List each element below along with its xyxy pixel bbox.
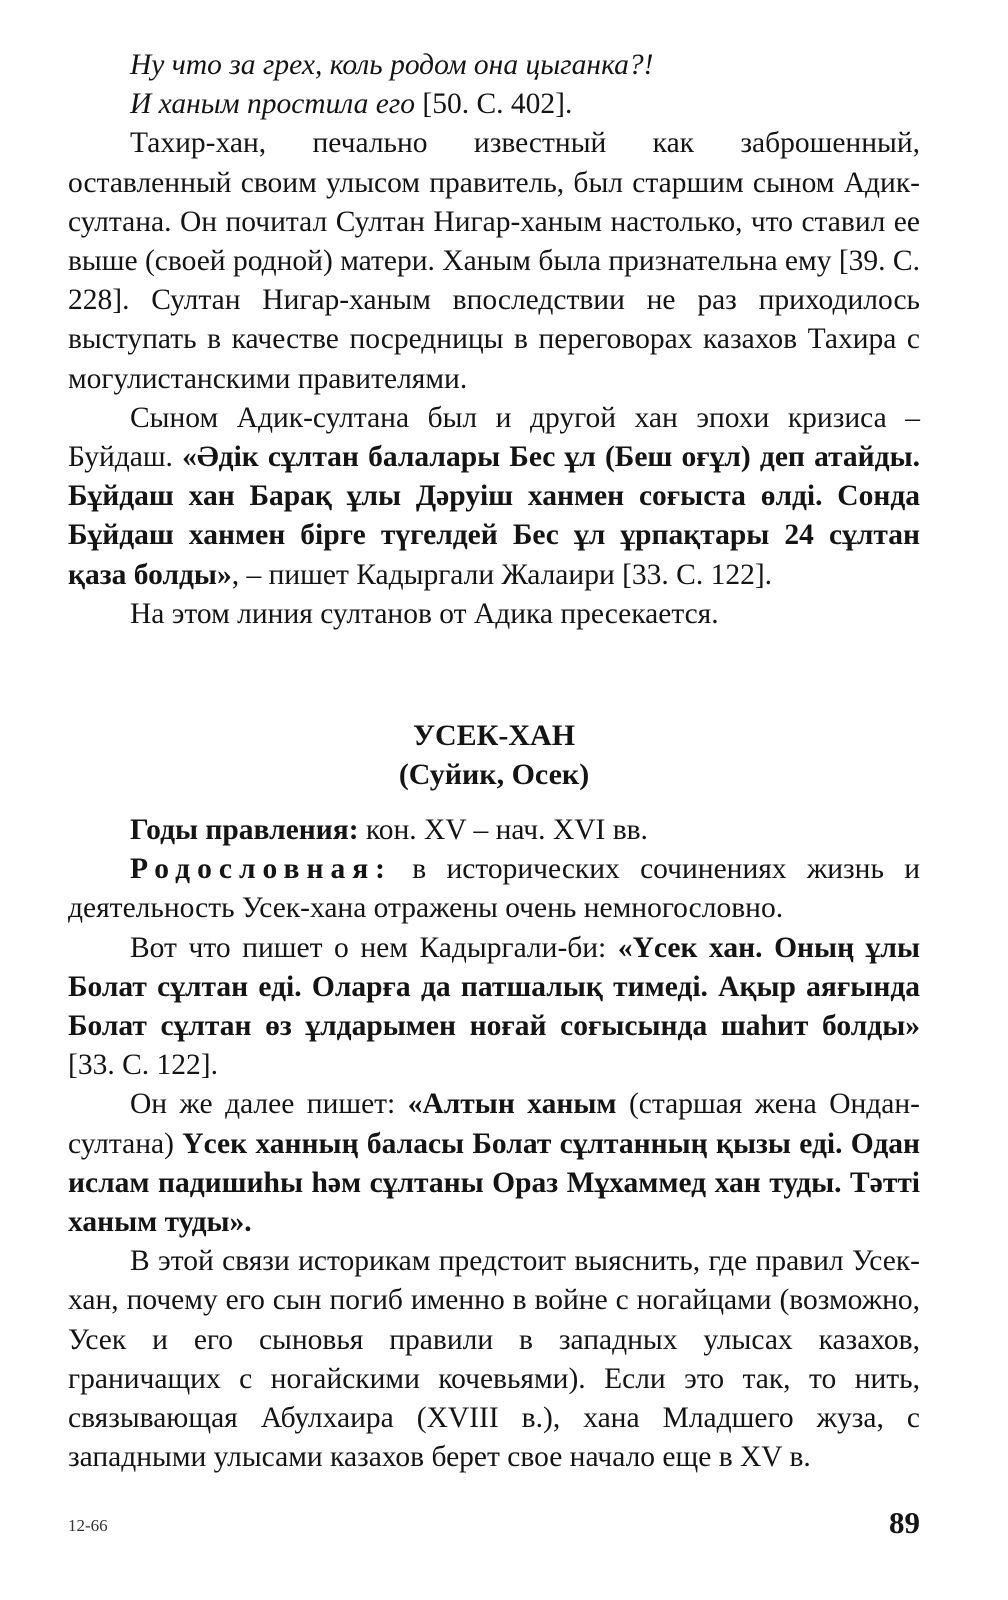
section-title: УСЕК-ХАН <box>412 719 576 753</box>
genealogy-label: Родословная: <box>130 853 392 886</box>
paragraph-conclusion: В этой связи историкам предстоит выяснить, где правил Усек-хан, почему его сын погиб именно в войне с ногайцами (возможно, Усек и его сыновья правили в западных улысах казахов, граничащих с ногайскими кочевьями). Если это так, то нить, связывающая Абулхаира (XVIII в.), хана Младшего жуза, с западными улысами казахов берет свое начало еще в XV в. <box>68 1245 920 1474</box>
kazakh-quote: «Үсек хан. Оның ұлы Болат сұлтан еді. Оларға да патшалық тимеді. Ақыр аяғында Болат сұлтан өз ұлдарымен ноғай соғысында шаһит болды» <box>68 931 920 1043</box>
paragraph-tahir-khan: Тахир-хан, печально известный как заброшенный, оставленный своим улысом правитель, был старшим сыном Адик-султана. Он почитал Султан Нигар-ханым настолько, что ставил ее выше (своей родной) матери. Ханым была признательна ему [39. С. 228]. Султан Нигар-ханым впоследствии не раз приходилось выступать в качестве посредницы в переговорах казахов Тахира с могулистанскими правителями. <box>68 127 920 395</box>
page-number: 89 <box>889 1505 920 1540</box>
kazakh-quote: Үсек ханның баласы Болат сұлтанның қызы еді. Одан ислам падишиһы һәм сұлтаны Ораз Мұхаммед хан туды. Тәтті ханым туды». <box>68 1127 920 1239</box>
page-body <box>68 46 920 1478</box>
paragraph-kadyrgali-quote: Вот что пишет о нем Кадыргали-би: «Үсек хан. Оның ұлы Болат сұлтан еді. Оларға да патшалық тимеді. Ақыр аяғында Болат сұлтан өз ұлдарымен ноғай соғысында шаһит болды» [33. С. 122]. <box>68 931 920 1082</box>
reign-label: Годы правления: <box>130 814 359 847</box>
verse-quote <box>68 46 920 124</box>
kazakh-quote: «Әдік сұлтан балалары Бес ұл (Беш оғұл) деп атайды. Бұйдаш хан Барақ ұлы Дәруіш ханмен соғыста өлді. Сонда Бұйдаш ханмен бірге түгелдей Бес ұл ұрпақтары 24 сұлтан қаза болды» <box>68 441 921 591</box>
section-subtitle: (Суйик, Осек) <box>398 758 590 792</box>
verse-line-1: Ну что за грех, коль родом она цыганка?! <box>130 49 654 81</box>
paragraph-reign-years: Годы правления: кон. XV – нач. XVI вв. <box>130 814 648 847</box>
paragraph-line-ends: На этом линия султанов от Адика пресекается. <box>130 597 719 630</box>
verse-line-2: И ханым простила его [50. С. 402]. <box>130 88 573 121</box>
paragraph-buidash: Сыном Адик-султана был и другой хан эпохи кризиса – Буйдаш. «Әдік сұлтан балалары Бес ұл (Беш оғұл) деп атайды. Бұйдаш хан Барақ ұлы Дәруіш ханмен соғыста өлді. Сонда Бұйдаш ханмен бірге түгелдей Бес ұл ұрпақтары 24 сұлтан қаза болды», – пишет Кадыргали Жалаири [33. С. 122]. <box>68 401 921 591</box>
paragraph-altyn-khanym: Он же далее пишет: «Алтын ханым (старшая жена Ондан-султана) Үсек ханның баласы Болат сұлтанның қызы еді. Одан ислам падишиһы һәм сұлтаны Ораз Мұхаммед хан туды. Тәтті ханым туды». <box>68 1088 921 1239</box>
printer-signature: 12-66 <box>68 1516 108 1535</box>
paragraph-genealogy: Родословная: в исторических сочинениях жизнь и деятельность Усек-хана отражены очень немногословно. <box>68 853 920 925</box>
